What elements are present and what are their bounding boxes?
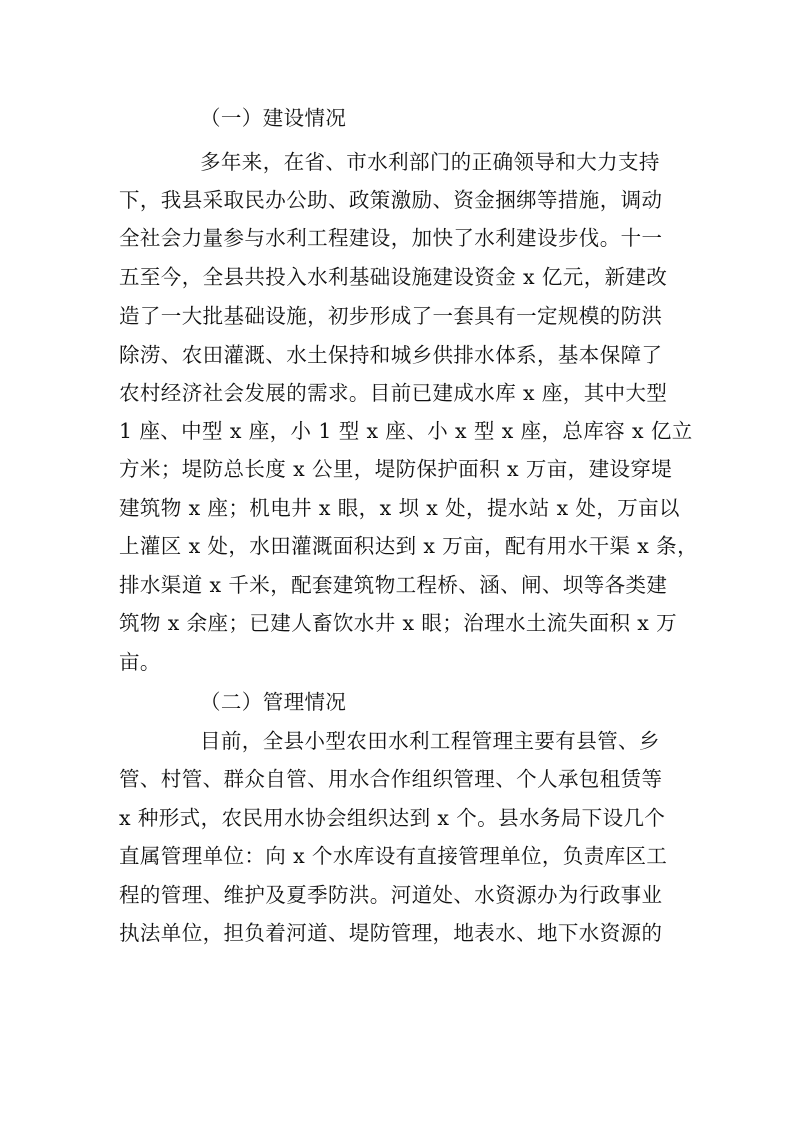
paragraph-line: 目前，全县小型农田水利工程管理主要有县管、乡	[200, 729, 660, 753]
paragraph-line: 程的管理、维护及夏季防洪。河道处、水资源办为行政事业	[119, 883, 663, 907]
paragraph-line: 上灌区 x 处，水田灌溉面积达到 x 万亩，配有用水干渠 x 条，	[119, 534, 698, 558]
paragraph-line: 执法单位，担负着河道、堤防管理，地表水、地下水资源的	[119, 921, 663, 945]
paragraph-line: 筑物 x 余座；已建人畜饮水井 x 眼；治理水土流失面积 x 万	[119, 611, 678, 635]
paragraph-line: 农村经济社会发展的需求。目前已建成水库 x 座，其中大型	[119, 381, 668, 405]
paragraph-line: 多年来，在省、市水利部门的正确领导和大力支持	[200, 150, 660, 174]
paragraph-line: 建筑物 x 座；机电井 x 眼，x 坝 x 处，提水站 x 处，万亩以	[119, 496, 680, 520]
paragraph-line: 五至今，全县共投入水利基础设施建设资金 x 亿元，新建改	[119, 265, 668, 289]
paragraph-line: 除涝、农田灌溉、水土保持和城乡供排水体系，基本保障了	[119, 343, 663, 367]
section-heading-construction: （一）建设情况	[200, 106, 347, 130]
paragraph-line: 方米；堤防总长度 x 公里，堤防保护面积 x 万亩，建设穿堤	[119, 457, 673, 481]
paragraph-line: x 种形式，农民用水协会组织达到 x 个。县水务局下设几个	[119, 806, 666, 830]
paragraph-line: 造了一大批基础设施，初步形成了一套具有一定规模的防洪	[119, 304, 663, 328]
paragraph-line: 1 座、中型 x 座，小 1 型 x 座、小 x 型 x 座，总库容 x 亿立	[119, 419, 693, 443]
paragraph-line: 排水渠道 x 千米，配套建筑物工程桥、涵、闸、坝等各类建	[119, 573, 668, 597]
paragraph-line: 下，我县采取民办公助、政策激励、资金捆绑等措施，调动	[119, 188, 663, 212]
section-heading-management: （二）管理情况	[200, 690, 347, 714]
paragraph-line: 管、村管、群众自管、用水合作组织管理、个人承包租赁等	[119, 767, 663, 791]
paragraph-line: 亩。	[119, 650, 161, 674]
paragraph-line: 直属管理单位：向 x 个水库设有直接管理单位，负责库区工	[119, 844, 668, 868]
paragraph-line: 全社会力量参与水利工程建设，加快了水利建设步伐。十一	[119, 226, 663, 250]
